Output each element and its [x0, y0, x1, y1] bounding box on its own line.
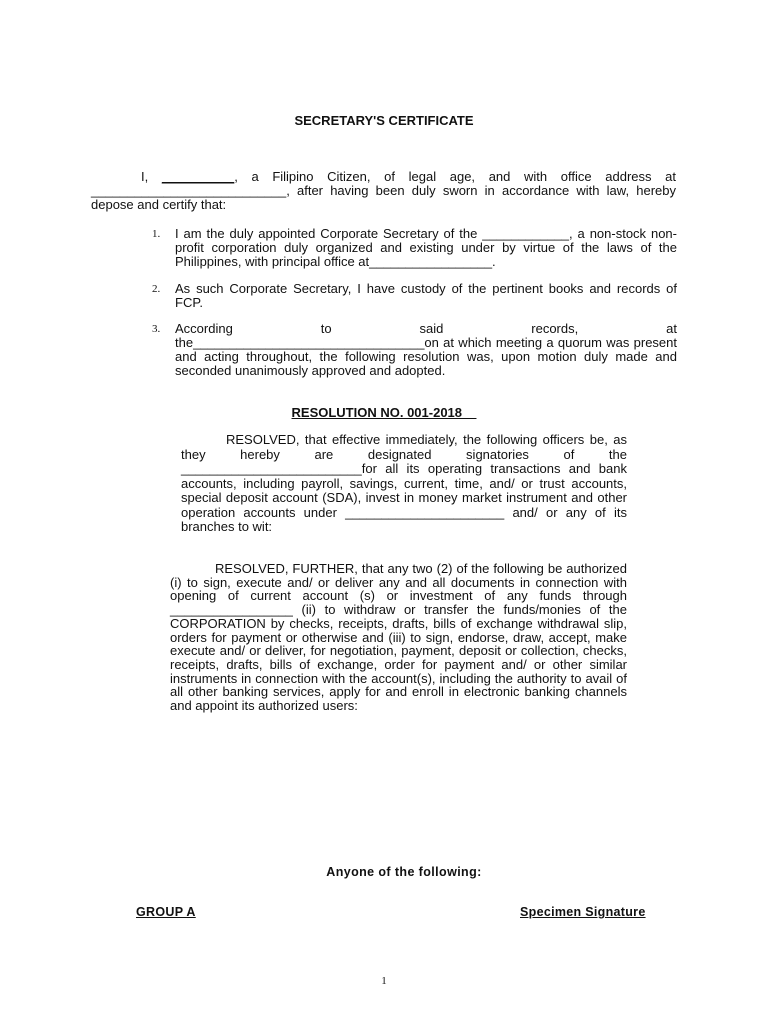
intro-start: I,: [141, 169, 149, 184]
list-item: [152, 322, 677, 378]
list-item-text: the________________________________on at which meeting a quorum was present and acting throughout, the following resolution was, upon motion duly made and seconded unanimously approved and adopted.: [175, 335, 677, 378]
list-item-number: 3.: [152, 323, 161, 335]
list-item-text-first-line: According to said records, at: [175, 321, 677, 336]
resolution-title: [0, 405, 768, 420]
resolved-text-1: RESOLVED, that effective immediately, the following officers be, as they hereby are designated signatories of the _________________________for all its operating transactions and bank accounts, including payroll, savings, current, time, and/ or trust accounts, special deposit account (SDA), invest in money market instrument and other operation accounts under ______________________ and/ or any of its branches to wit:: [181, 432, 627, 534]
page-number: 1: [381, 975, 387, 987]
list-item: [152, 282, 677, 310]
group-a-heading: GROUP A: [136, 905, 196, 919]
resolved-text-2: RESOLVED, FURTHER, that any two (2) of the following be authorized (i) to sign, execute and/ or deliver any and all documents in connection with opening of current account (s) or investment of any funds through _________________ (ii) to withdraw or transfer the funds/monies of the CORPORATION by checks, receipts, drafts, bills of exchange withdrawal slip, orders for payment or otherwise and (iii) to sign, endorse, draw, accept, make execute and/ or deliver, for negotiation, payment, deposit or collection, checks, receipts, drafts, bills of exchange, order for payment and/ or other similar instruments in connection with the account(s), including the authority to avail of all other banking services, apply for and enroll in electronic banking channels and appoint its authorized users:: [170, 561, 627, 714]
list-item-number: 2.: [152, 283, 161, 295]
list-item-text: As such Corporate Secretary, I have custody of the pertinent books and records of FCP.: [175, 281, 677, 310]
document-title: SECRETARY'S CERTIFICATE: [294, 113, 474, 128]
resolution-title-text: RESOLUTION NO. 001-2018: [291, 405, 477, 420]
list-item-text: I am the duly appointed Corporate Secretary of the ____________, a non-stock non-profit corporation duly organized and existing under by virtue of the laws of the Philippines, with principal office at_________________.: [175, 226, 677, 269]
list-item-number: 1.: [152, 228, 161, 240]
name-blank: __________: [161, 169, 235, 184]
list-item: [152, 227, 677, 269]
resolved-paragraph-2: [170, 562, 627, 713]
anyone-heading: Anyone of the following:: [326, 865, 482, 879]
specimen-signature-heading: Specimen Signature: [520, 905, 646, 919]
intro-paragraph: [91, 170, 676, 212]
intro-text: , a Filipino Citizen, of legal age, and with office address at ___________________________, after having been duly sworn in accordance with law, hereby depose and certify that:: [91, 169, 676, 212]
resolved-paragraph-1: [181, 433, 627, 535]
